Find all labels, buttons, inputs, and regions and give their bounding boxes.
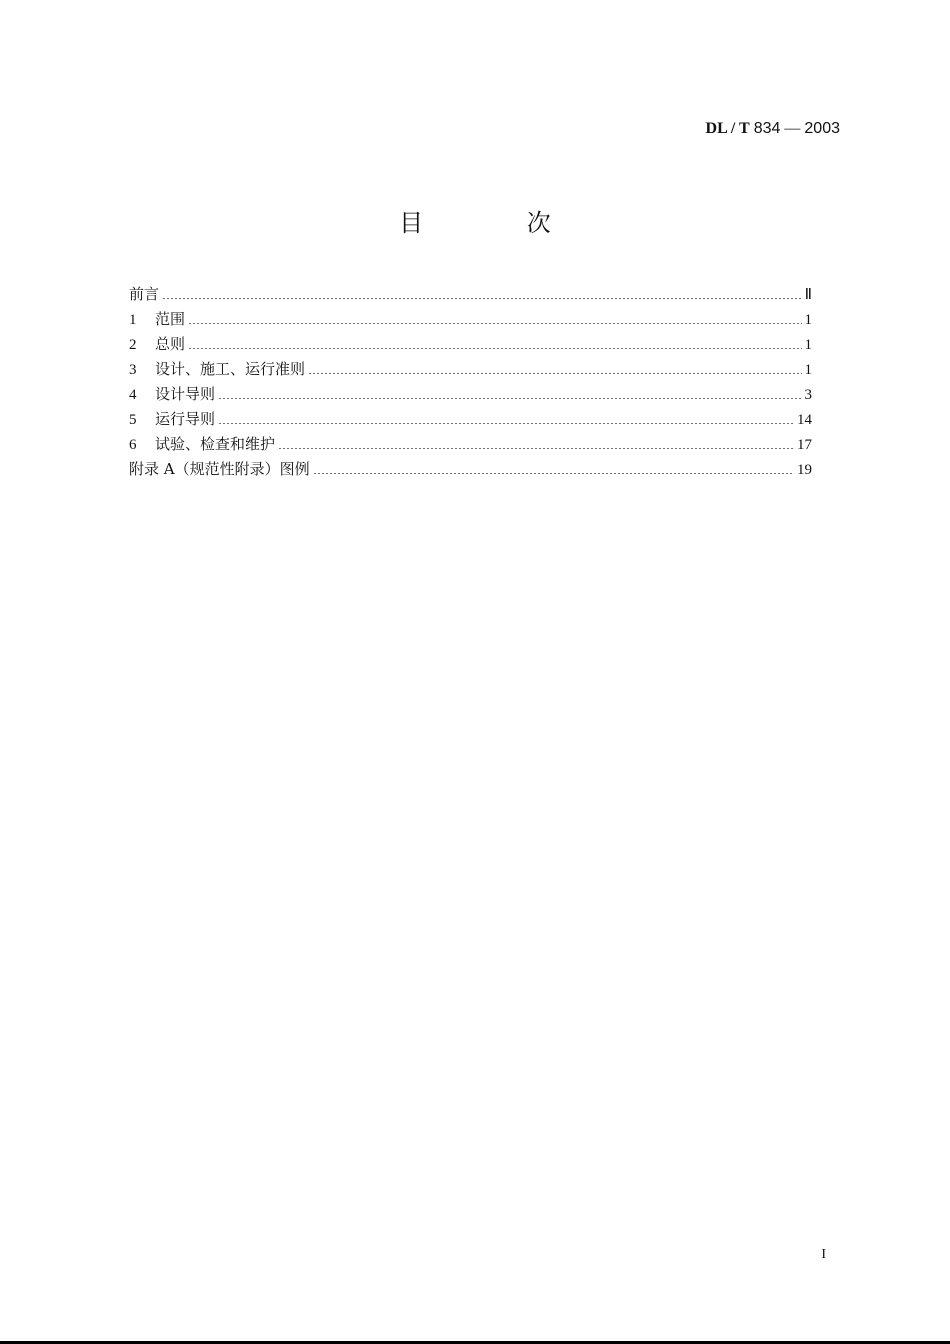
toc-entry-label: 总则 (155, 335, 186, 353)
document-code (706, 120, 840, 138)
toc-entry-preface[interactable] (129, 283, 812, 308)
toc-entry-scope[interactable] (129, 308, 812, 333)
code-number: 834 (753, 120, 781, 137)
toc-entry-page: 19 (797, 462, 812, 478)
toc-leader-dots (162, 298, 802, 299)
toc-entry-appendix-a[interactable] (129, 458, 812, 483)
toc-entry-principles[interactable] (129, 358, 812, 383)
toc-entry-number: 5 (129, 412, 137, 428)
toc-entry-label: 运行导则 (155, 410, 216, 428)
toc-entry-page: 14 (797, 412, 812, 428)
code-dash: — (784, 120, 801, 137)
toc-entry-page: Ⅱ (804, 287, 812, 303)
toc-entry-number: 3 (129, 362, 137, 378)
toc-entry-label: 设计、施工、运行准则 (155, 360, 306, 378)
toc-entry-number: 4 (129, 387, 137, 403)
toc-entry-page: 1 (804, 337, 812, 353)
toc-entry-number: 6 (129, 437, 137, 453)
toc-leader-dots (218, 398, 801, 399)
toc-leader-dots (188, 323, 801, 324)
code-prefix: DL / T (705, 120, 750, 137)
toc-entry-label: 设计导则 (155, 385, 216, 403)
toc-entry-testing[interactable] (129, 433, 812, 458)
toc-entry-label: 范围 (155, 310, 186, 328)
code-year: 2003 (804, 120, 840, 137)
toc-entry-label: 附录 A（规范性附录）图例 (129, 460, 310, 478)
table-of-contents (129, 283, 812, 483)
toc-entry-design-guide[interactable] (129, 383, 812, 408)
toc-entry-general[interactable] (129, 333, 812, 358)
toc-entry-page: 1 (804, 312, 812, 328)
toc-leader-dots (218, 423, 794, 424)
toc-entry-page: 1 (804, 362, 812, 378)
page-title: 目 次 (399, 209, 599, 237)
toc-leader-dots (308, 373, 801, 374)
page-number: I (821, 1247, 826, 1262)
toc-entry-operation-guide[interactable] (129, 408, 812, 433)
toc-entry-number: 2 (129, 337, 137, 353)
toc-leader-dots (188, 348, 801, 349)
toc-entry-label: 前言 (129, 285, 160, 303)
toc-entry-page: 3 (804, 387, 812, 403)
toc-entry-label: 试验、检查和维护 (155, 435, 276, 453)
toc-entry-page: 17 (797, 437, 812, 453)
toc-leader-dots (313, 473, 794, 474)
toc-leader-dots (278, 448, 794, 449)
toc-entry-number: 1 (129, 312, 137, 328)
